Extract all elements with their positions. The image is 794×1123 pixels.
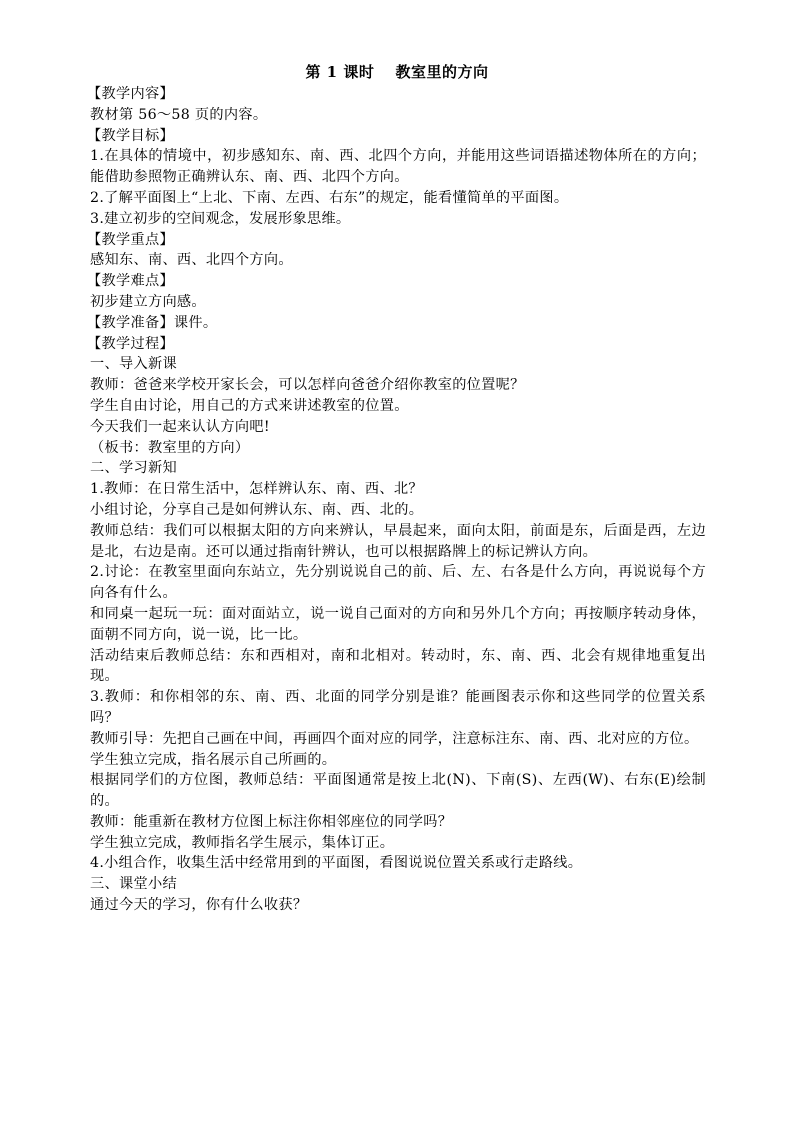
paragraph: 通过今天的学习，你有什么收获？ xyxy=(90,897,308,914)
section-heading-content: 【教学内容】 xyxy=(87,86,174,102)
paragraph: 学生独立完成，指名展示自己所画的。 xyxy=(90,751,337,768)
paragraph: 学生独立完成，教师指名学生展示，集体订正。 xyxy=(90,834,395,851)
paragraph: 4.小组合作，收集生活中经常用到的平面图，看图说说位置关系或行走路线。 xyxy=(90,855,583,872)
paragraph: 学生自由讨论，用自己的方式来讲述教室的位置。 xyxy=(90,397,409,414)
paragraph: （板书：教室里的方向） xyxy=(90,439,250,456)
objective-item: 3.建立初步的空间观念，发展形象思维。 xyxy=(90,210,351,227)
subsection-heading: 三、课堂小结 xyxy=(90,876,177,893)
section-heading-key-points: 【教学重点】 xyxy=(87,231,174,248)
section-heading-difficulties: 【教学难点】 xyxy=(87,273,174,290)
paragraph: 和同桌一起玩一玩：面对面站立，说一说自己面对的方向和另外几个方向；再按顺序转动身体，面朝不同方向，说一说，比一比。 xyxy=(90,605,706,643)
section-heading-objectives: 【教学目标】 xyxy=(87,127,174,144)
section-heading-preparation: 【教学准备】课件。 xyxy=(87,314,218,331)
objective-item: 1.在具体的情境中，初步感知东、南、西、北四个方向，并能用这些词语描述物体所在的方向；能借助参照物正确辨认东、南、西、北四个方向。 xyxy=(90,148,706,186)
page-title: 第 1 课时 教室里的方向 xyxy=(305,63,489,81)
subsection-heading: 二、学习新知 xyxy=(90,460,177,477)
lesson-body xyxy=(87,84,706,916)
paragraph: 1.教师：在日常生活中，怎样辨认东、南、西、北？ xyxy=(90,481,423,498)
paragraph: 感知东、南、西、北四个方向。 xyxy=(90,252,293,269)
paragraph: 今天我们一起来认认方向吧! xyxy=(90,418,270,435)
paragraph: 教师：爸爸来学校开家长会，可以怎样向爸爸介绍你教室的位置呢？ xyxy=(90,377,525,394)
paragraph: 2.讨论：在教室里面向东站立，先分别说说自己的前、后、左、右各是什么方向，再说说每个方向各有什么。 xyxy=(90,564,706,602)
paragraph: 初步建立方向感。 xyxy=(90,293,206,310)
paragraph: 3.教师：和你相邻的东、南、西、北面的同学分别是谁？能画图表示你和这些同学的位置关系吗？ xyxy=(90,689,706,726)
paragraph: 教师：能重新在教材方位图上标注你相邻座位的同学吗？ xyxy=(90,813,453,830)
subsection-heading: 一、导入新课 xyxy=(90,356,177,373)
paragraph: 教材第 56～58 页的内容。 xyxy=(90,106,268,123)
paragraph: 小组讨论，分享自己是如何辨认东、南、西、北的。 xyxy=(90,501,424,518)
paragraph: 教师引导：先把自己画在中间，再画四个面对应的同学，注意标注东、南、西、北对应的方位。 xyxy=(90,730,699,747)
paragraph: 教师总结：我们可以根据太阳的方向来辨认，早晨起来，面向太阳，前面是东，后面是西，左边是北，右边是南。还可以通过指南针辨认，也可以根据路牌上的标记辨认方向。 xyxy=(90,522,706,560)
section-heading-process: 【教学过程】 xyxy=(87,335,174,352)
paragraph: 活动结束后教师总结：东和西相对，南和北相对。转动时，东、南、西、北会有规律地重复出现。 xyxy=(90,647,706,685)
paragraph: 根据同学们的方位图，教师总结：平面图通常是按上北(N)、下南(S)、左西(W)、右东(E)绘制的。 xyxy=(90,772,706,810)
objective-item: 2.了解平面图上“上北、下南、左西、右东”的规定，能看懂简单的平面图。 xyxy=(90,189,569,206)
